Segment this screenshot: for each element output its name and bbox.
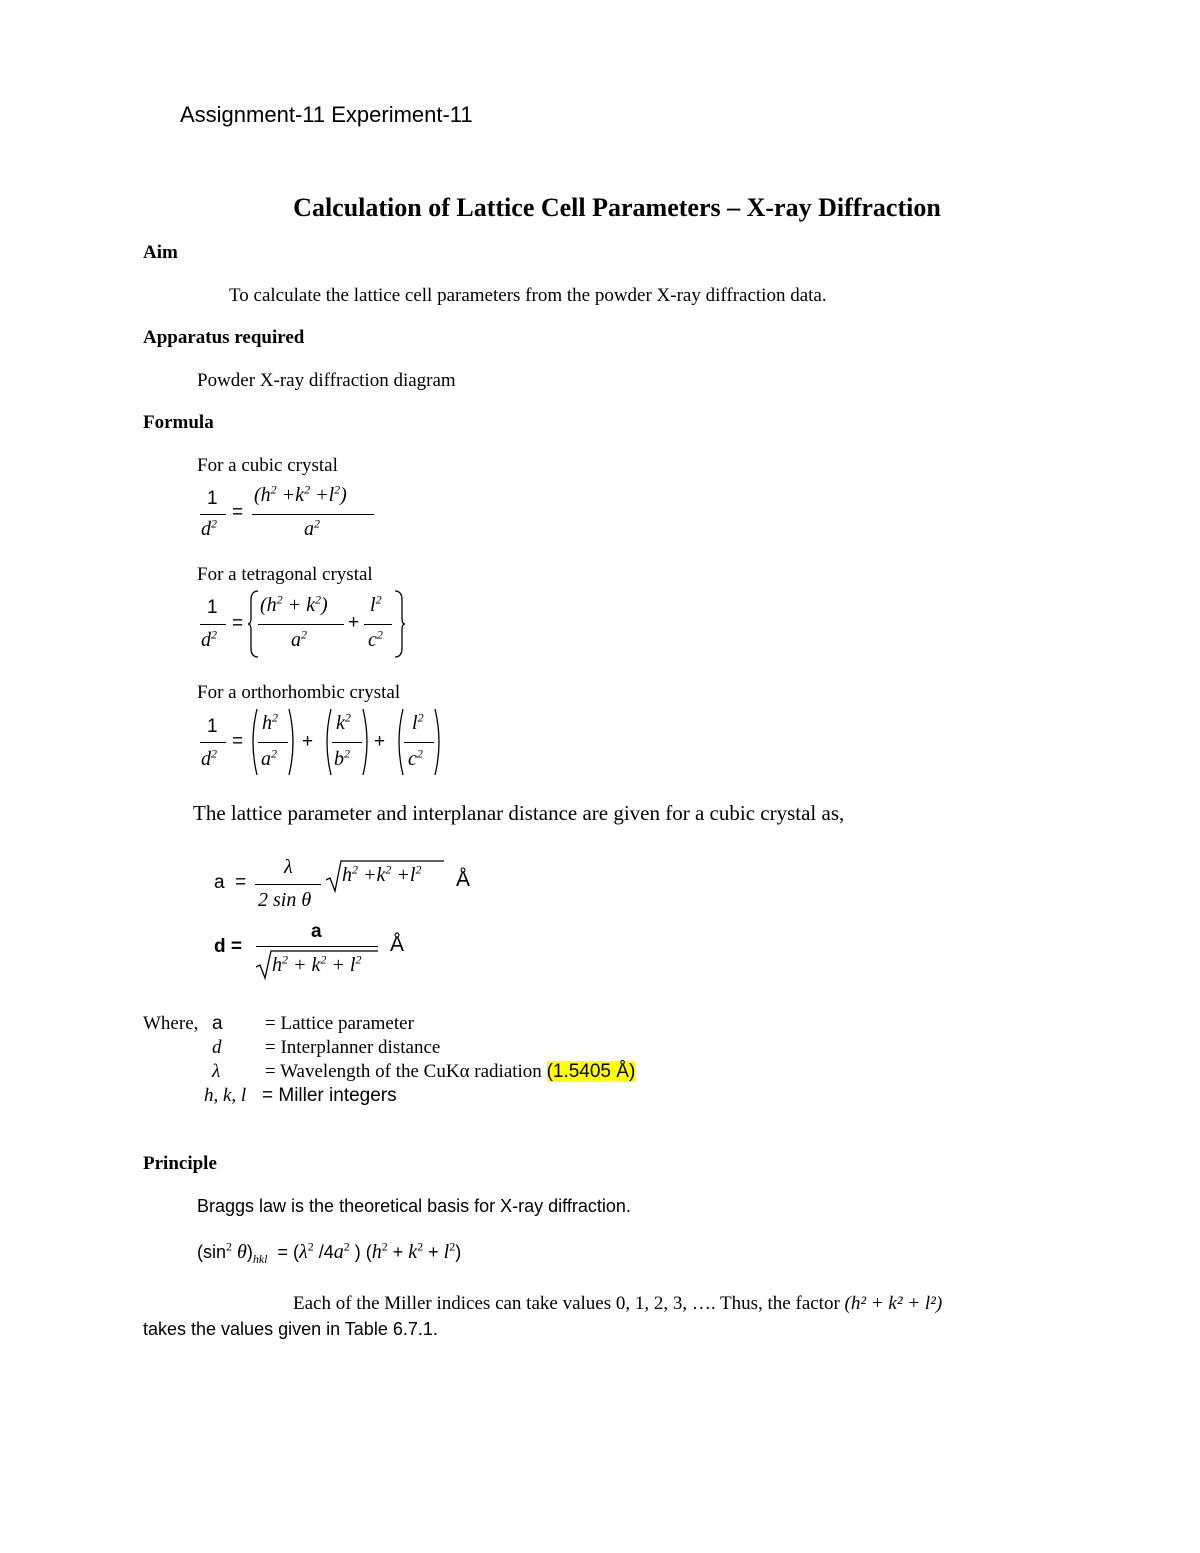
eq-d-symbol: d: [201, 518, 211, 540]
orthorhombic-label: For a orthorhombic crystal: [197, 682, 401, 703]
angstrom-unit-a: Å: [456, 868, 471, 891]
where-intro: Where,: [143, 1013, 199, 1034]
aim-heading: Aim: [143, 242, 178, 263]
tetragonal-label: For a tetragonal crystal: [197, 564, 373, 585]
where-desc-a: = Lattice parameter: [265, 1013, 414, 1034]
angstrom-unit-d: Å: [390, 933, 405, 956]
eq-a-symbol: a: [304, 518, 314, 540]
formula-heading: Formula: [143, 412, 214, 433]
principle-heading: Principle: [143, 1153, 217, 1174]
principle-text: Braggs law is the theoretical basis for X-ray diffraction.: [197, 1196, 631, 1216]
a-equals: a =: [214, 872, 247, 893]
aim-text: To calculate the lattice cell parameters from the powder X-ray diffraction data.: [229, 285, 827, 306]
where-symbol-a: a: [212, 1013, 223, 1034]
two-sin-theta: 2 sin θ: [258, 889, 312, 911]
d-equals: d =: [214, 936, 242, 957]
where-symbol-d: d: [212, 1037, 222, 1058]
lattice-sentence: The lattice parameter and interplanar distance are given for a cubic crystal as,: [193, 801, 845, 825]
apparatus-text: Powder X-ray diffraction diagram: [197, 370, 456, 391]
bragg-equation: ($\sin^2$ $\theta)_{hkl} = (\lambda^2$ $/4a^2$ ) $(h^2 + k^2 + l^2)$: [197, 1239, 462, 1266]
right-brace: [393, 590, 405, 658]
eq-numerator-one: 1: [207, 488, 218, 509]
assignment-header: Assignment-11 Experiment-11: [180, 102, 473, 127]
where-desc-lambda: = Wavelength of the CuKα radiation: [265, 1061, 542, 1082]
apparatus-heading: Apparatus required: [143, 327, 305, 348]
cubic-label: For a cubic crystal: [197, 455, 338, 476]
lambda-symbol: λ: [284, 856, 293, 878]
a-numerator: a: [311, 921, 322, 942]
eq-c-symbol: c: [408, 748, 417, 770]
where-desc-hkl: = Miller integers: [262, 1085, 397, 1106]
where-symbol-hkl: h, k, l: [204, 1085, 247, 1106]
principle-para1: Each of the Miller indices can take values 0, 1, 2, 3, …. Thus, the factor: [293, 1293, 840, 1314]
page-title: Calculation of Lattice Cell Parameters – X-ray Diffraction: [293, 193, 941, 222]
eq-b-symbol: b: [334, 748, 344, 770]
principle-para2: takes the values given in Table 6.7.1.: [143, 1319, 438, 1339]
principle-factor: (h² + k² + l²): [844, 1293, 943, 1314]
wavelength-value: (1.5405 Å): [546, 1061, 636, 1082]
where-symbol-lambda: λ: [212, 1061, 221, 1082]
where-desc-d: = Interplanner distance: [265, 1037, 441, 1058]
